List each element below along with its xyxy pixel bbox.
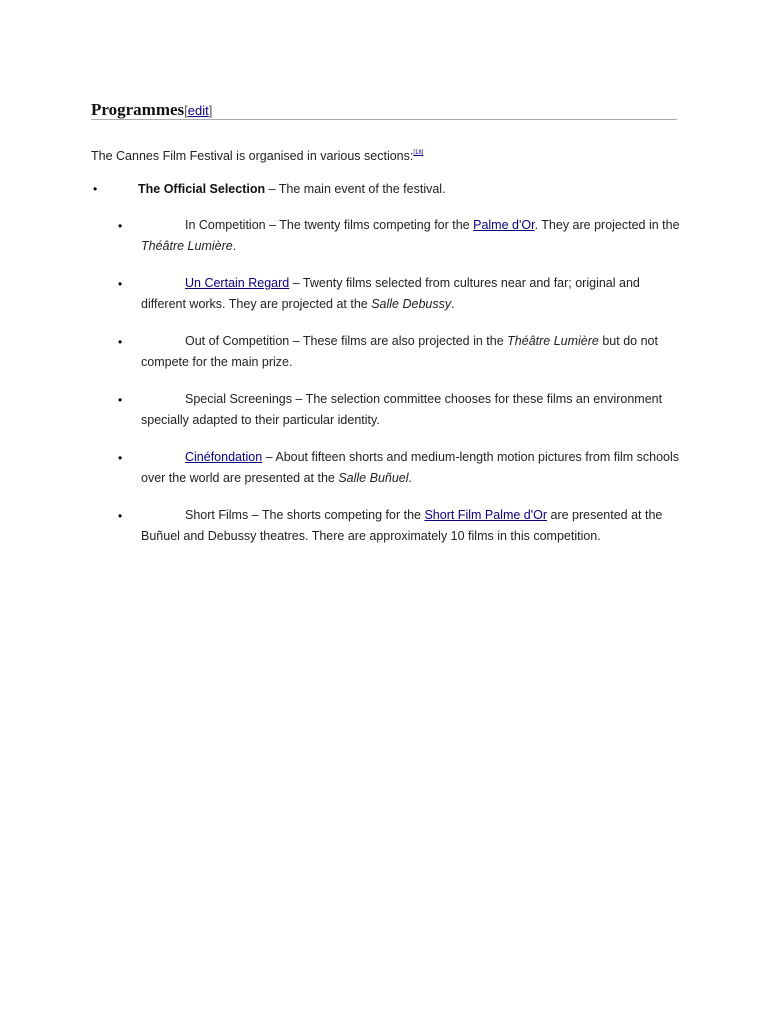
short-films-text-end: are presented at the Buñuel and Debussy theatres. There are approximately 10 films in this competition. [141, 508, 663, 543]
bullet-out-of-competition: • [118, 335, 123, 349]
list-item-short-films [141, 505, 681, 547]
in-competition-text-end: . [232, 239, 237, 253]
intro-paragraph [91, 145, 423, 164]
edit-open-bracket: [ [184, 103, 188, 118]
cinefondation-text-end: . [408, 471, 413, 485]
list-item-out-of-competition [141, 331, 681, 373]
un-certain-regard-link[interactable]: Un Certain Regard [185, 276, 290, 290]
section-title: Programmes [91, 100, 185, 119]
short-film-palme-dor-link[interactable]: Short Film Palme d'Or [424, 508, 548, 522]
bullet-official-selection: • [93, 182, 98, 196]
list-item-official-selection [138, 181, 446, 197]
un-certain-regard-text: – Twenty films selected from cultures near and far; original and different works. They are projected at the [141, 276, 640, 311]
official-selection-desc: – The main event of the festival. [265, 182, 446, 196]
salle-debussy-text: Salle Debussy [371, 297, 452, 311]
intro-text: The Cannes Film Festival is organised in various sections: [91, 149, 414, 163]
in-competition-text: In Competition – The twenty films competing for the [185, 218, 474, 232]
bullet-short-films: • [118, 509, 123, 523]
special-screenings-text: Special Screenings – The selection committee chooses for these films an environment specially adapted to their particular identity. [141, 392, 663, 427]
in-competition-text-2: . They are projected in the [534, 218, 680, 232]
salle-bunuel-text: Salle Buñuel [338, 471, 409, 485]
list-item-cinefondation [141, 447, 681, 489]
edit-close-bracket: ] [208, 103, 213, 118]
list-item-un-certain-regard [141, 273, 681, 315]
bullet-in-competition: • [118, 219, 123, 233]
list-item-special-screenings [141, 389, 681, 431]
theatre-lumiere-text: Théâtre Lumière [141, 239, 233, 253]
theatre-lumiere-text-2: Théâtre Lumière [507, 334, 599, 348]
list-item-in-competition [141, 215, 681, 257]
section-heading [91, 100, 677, 120]
out-of-competition-text-end: but do not compete for the main prize. [141, 334, 658, 369]
bullet-cinefondation: • [118, 451, 123, 465]
palme-dor-link[interactable]: Palme d'Or [473, 218, 535, 232]
short-films-text: Short Films – The shorts competing for the [185, 508, 425, 522]
official-selection-title: The Official Selection [138, 182, 266, 196]
edit-link[interactable]: edit [187, 103, 209, 118]
bullet-special-screenings: • [118, 393, 123, 407]
cinefondation-link[interactable]: Cinéfondation [185, 450, 263, 464]
un-certain-regard-text-end: . [451, 297, 455, 311]
reference-link[interactable]: [18] [413, 150, 424, 156]
cinefondation-text: – About fifteen shorts and medium-length motion pictures from film schools over the world are presented at the [141, 450, 680, 485]
bullet-un-certain-regard: • [118, 277, 123, 291]
out-of-competition-text: Out of Competition – These films are also projected in the [185, 334, 508, 348]
